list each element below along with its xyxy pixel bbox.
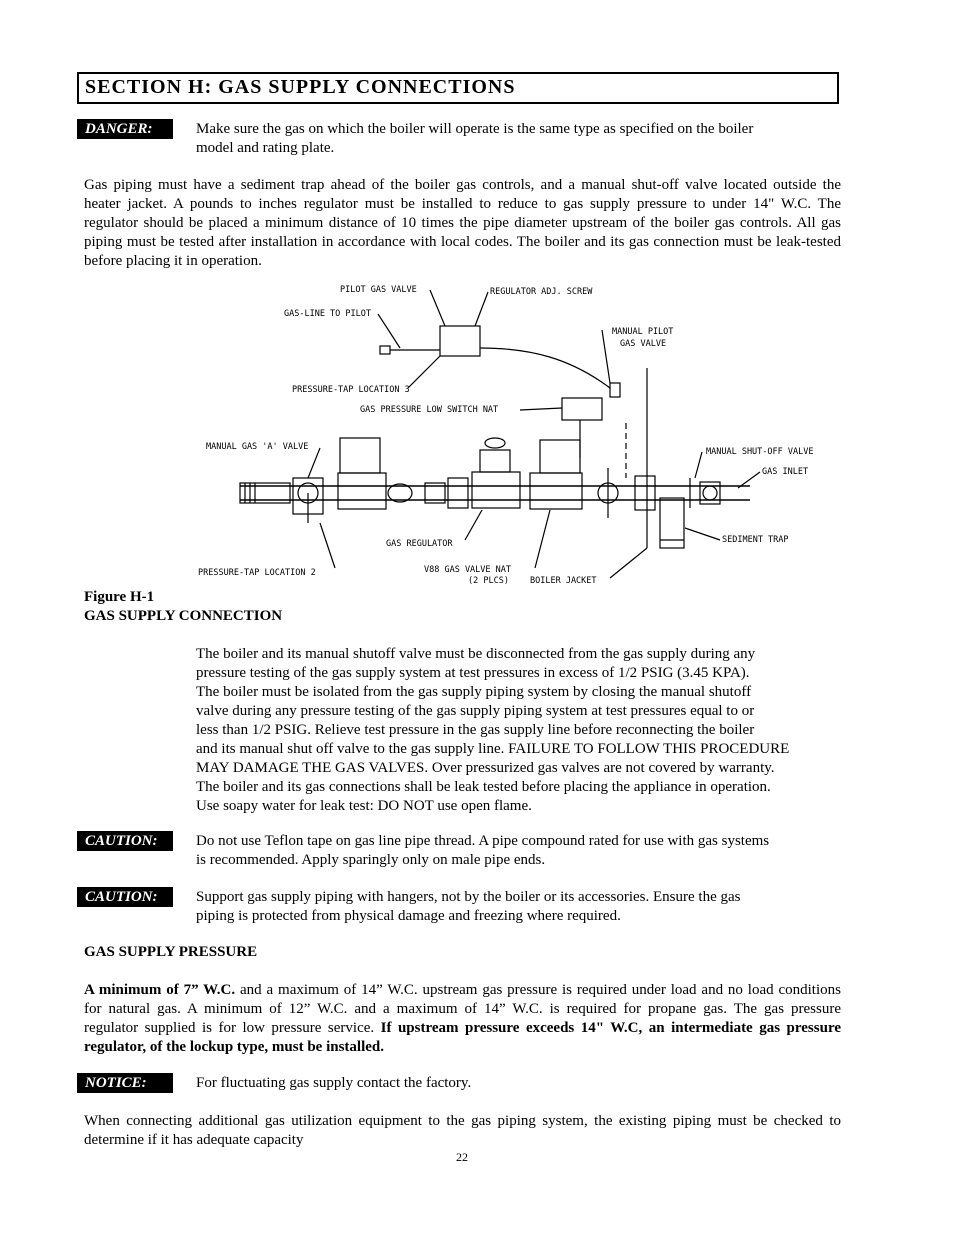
label-gas-line-to-pilot: GAS-LINE TO PILOT bbox=[284, 309, 371, 319]
plain-text: regulator supplied is for low pressure service. bbox=[84, 1020, 381, 1036]
label-gas-inlet: GAS INLET bbox=[762, 467, 809, 477]
label-gas-regulator: GAS REGULATOR bbox=[386, 539, 453, 549]
label-v88-valve-2: (2 PLCS) bbox=[468, 576, 509, 586]
paragraph-line: Gas piping must have a sediment trap ahead of the boiler gas controls, and a manual shut-off valve located outside the bbox=[84, 177, 841, 193]
label-pilot-gas-valve: PILOT GAS VALVE bbox=[340, 285, 417, 295]
label-manual-shutoff-valve: MANUAL SHUT-OFF VALVE bbox=[706, 447, 814, 457]
page-number: 22 bbox=[456, 1150, 468, 1164]
paragraph-line: The boiler and its gas connections shall be leak tested before placing the appliance in operation. bbox=[196, 779, 771, 795]
danger-line: model and rating plate. bbox=[196, 140, 335, 156]
paragraph-line: determine if it has adequate capacity bbox=[84, 1132, 304, 1148]
paragraph-line: MAY DAMAGE THE GAS VALVES. Over pressurized gas valves are not covered by warranty. bbox=[196, 760, 775, 776]
bold-text: regulator, of the lockup type, must be installed. bbox=[84, 1039, 385, 1055]
label-sediment-trap: SEDIMENT TRAP bbox=[722, 535, 789, 545]
paragraph-line: valve during any pressure testing of the gas supply piping system at test pressures equal to or bbox=[196, 703, 755, 719]
pressure-heading: GAS SUPPLY PRESSURE bbox=[84, 944, 258, 960]
paragraph-line: When connecting additional gas utilization equipment to the gas piping system, the existing piping must be checked to bbox=[84, 1113, 841, 1129]
paragraph-line: heater jacket. A pounds to inches regulator must be installed to reduce to gas supply pressure to under 14" W.C. The bbox=[84, 196, 841, 212]
label-gas-pressure-low-switch: GAS PRESSURE LOW SWITCH NAT bbox=[360, 405, 499, 415]
label-pressure-tap-3: PRESSURE-TAP LOCATION 3 bbox=[292, 385, 410, 395]
label-manual-gas-a-valve: MANUAL GAS 'A' VALVE bbox=[206, 442, 309, 452]
caution-tag: CAUTION: bbox=[77, 831, 173, 851]
paragraph-line bbox=[84, 1038, 841, 1057]
paragraph-line: The boiler must be isolated from the gas supply piping system by closing the manual shutoff bbox=[196, 684, 752, 700]
paragraph-line: The boiler and its manual shutoff valve must be disconnected from the gas supply during any bbox=[196, 646, 756, 662]
caution-tag: CAUTION: bbox=[77, 887, 173, 907]
paragraph-line: for natural gas. A minimum of 12” W.C. and a maximum of 14” W.C. is required for propane gas. The gas pressure bbox=[84, 1001, 841, 1017]
notice-text: For fluctuating gas supply contact the factory. bbox=[196, 1075, 472, 1091]
figure-caption-title: GAS SUPPLY CONNECTION bbox=[84, 608, 283, 624]
paragraph-line bbox=[84, 1019, 841, 1038]
paragraph-line: and its manual shut off valve to the gas supply line. FAILURE TO FOLLOW THIS PROCEDURE bbox=[196, 741, 790, 757]
label-regulator-adj-screw: REGULATOR ADJ. SCREW bbox=[490, 287, 593, 297]
paragraph-line: Use soapy water for leak test: DO NOT use open flame. bbox=[196, 798, 532, 814]
paragraph-line bbox=[84, 981, 841, 1000]
figure-caption-number: Figure H-1 bbox=[84, 589, 155, 605]
intro-paragraph bbox=[84, 176, 841, 271]
pressure-paragraph bbox=[84, 981, 841, 1057]
paragraph-line: less than 1/2 PSIG. Relieve test pressure in the gas supply line before reconnecting the boiler bbox=[196, 722, 755, 738]
paragraph-line: before placing it in operation. bbox=[84, 253, 262, 269]
label-boiler-jacket: BOILER JACKET bbox=[530, 576, 597, 586]
caution-line: piping is protected from physical damage and freezing where required. bbox=[196, 908, 621, 924]
caution-text bbox=[196, 888, 741, 926]
notice-tag: NOTICE: bbox=[77, 1073, 173, 1093]
section-title: SECTION H: GAS SUPPLY CONNECTIONS bbox=[85, 76, 516, 98]
label-manual-pilot-2: GAS VALVE bbox=[620, 339, 667, 349]
paragraph-line: pressure testing of the gas supply system at test pressures in excess of 1/2 PSIG (3.45 KPA). bbox=[196, 665, 750, 681]
bold-text: A minimum of 7” W.C. bbox=[84, 982, 236, 998]
plain-text: and a maximum of 14” W.C. upstream gas pressure is required under load and no load conditions bbox=[235, 982, 841, 998]
danger-tag: DANGER: bbox=[77, 119, 173, 139]
label-manual-pilot-1: MANUAL PILOT bbox=[612, 327, 674, 337]
label-pressure-tap-2: PRESSURE-TAP LOCATION 2 bbox=[198, 568, 316, 578]
danger-line: Make sure the gas on which the boiler will operate is the same type as specified on the boiler bbox=[196, 121, 754, 137]
paragraph-line: regulator should be placed a minimum distance of 10 times the pipe diameter upstream of the boiler gas controls. All gas bbox=[84, 215, 841, 231]
final-paragraph bbox=[84, 1112, 841, 1150]
testing-paragraph bbox=[196, 645, 789, 816]
label-v88-valve-1: V88 GAS VALVE NAT bbox=[424, 565, 511, 575]
paragraph-line: piping must be tested after installation in accordance with local codes. The boiler and its gas connection must be leak-tested bbox=[84, 234, 841, 250]
bold-text: If upstream pressure exceeds 14" W.C, an intermediate gas pressure bbox=[380, 1020, 841, 1036]
danger-text bbox=[196, 120, 753, 158]
section-title-box bbox=[77, 72, 839, 104]
caution-line: Do not use Teflon tape on gas line pipe thread. A pipe compound rated for use with gas systems bbox=[196, 833, 770, 849]
caution-line: is recommended. Apply sparingly only on male pipe ends. bbox=[196, 852, 546, 868]
caution-text bbox=[196, 832, 769, 870]
caution-line: Support gas supply piping with hangers, not by the boiler or its accessories. Ensure the gas bbox=[196, 889, 741, 905]
gas-supply-diagram bbox=[190, 278, 840, 588]
